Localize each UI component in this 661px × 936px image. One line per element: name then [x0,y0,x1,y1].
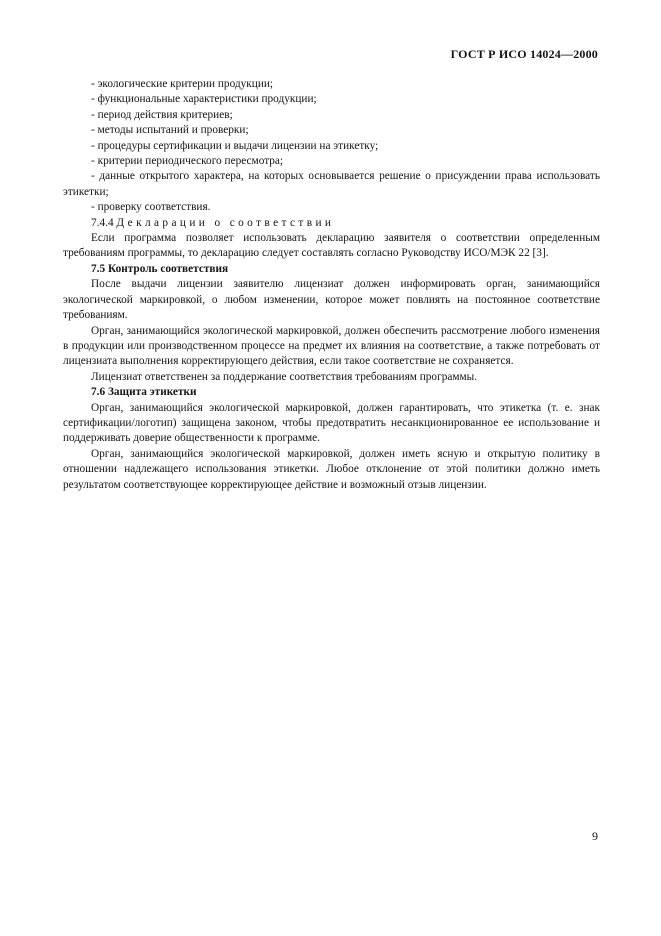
list-item: - функциональные характеристики продукции; [91,93,317,106]
list-item: - период действия критериев; [91,108,233,121]
section-7-5-heading: 7.5 Контроль соответствия [91,262,229,275]
paragraph: Лицензиат ответственен за поддержание соответствия требованиям программы. [91,370,478,383]
section-number: 7.4.4 [91,216,114,229]
document-body [63,77,600,493]
list-item: - данные открытого характера, на которых основывается решение о присуждении права использовать этикетки; [63,170,600,198]
list-item: - критерии периодического пересмотра; [91,155,284,168]
list-item: - процедуры сертификации и выдачи лицензии на этикетку; [91,139,379,152]
list-item: - экологические критерии продукции; [91,78,274,90]
section-7-4-4-heading [91,216,600,231]
paragraph: Если программа позволяет использовать декларацию заявителя о соответствии определенным требованиям программы, то декларацию следует составлять согласно Руководству ИСО/МЭК 22 [3]. [63,232,600,260]
list-item: - методы испытаний и проверки; [91,124,249,137]
document-header: ГОСТ Р ИСО 14024—2000 [450,47,598,61]
paragraph: После выдачи лицензии заявителю лицензиат должен информировать орган, занимающийся экологической маркировкой, о любом изменении, которое может повлиять на постоянное соответствие требованиям. [63,278,600,322]
paragraph: Орган, занимающийся экологической маркировкой, должен обеспечить рассмотрение любого изменения в продукции или производственном процессе на предмет их влияния на соответствие, а также потребовать от лицензиата выполнения корректирующего действия, если такое соответствие не сохраняется. [63,324,600,368]
paragraph: Орган, занимающийся экологической маркировкой, должен гарантировать, что этикетка (т. е. знак сертификации/логотип) защищена законом, чтобы предотвратить несанкционированное ее использование и поддерживать доверие общественности к программе. [63,401,600,445]
paragraph: Орган, занимающийся экологической маркировкой, должен иметь ясную и открытую политику в отношении надлежащего использования этикетки. Любое отклонение от этой политики должно иметь результатом соответствующее корректирующее действие и возможный отзыв лицензии. [63,447,600,491]
list-item: - проверку соответствия. [91,201,211,214]
section-title: Декларации о соответствии [116,216,335,229]
section-7-6-heading: 7.6 Защита этикетки [91,386,197,399]
page-number: 9 [592,829,598,843]
